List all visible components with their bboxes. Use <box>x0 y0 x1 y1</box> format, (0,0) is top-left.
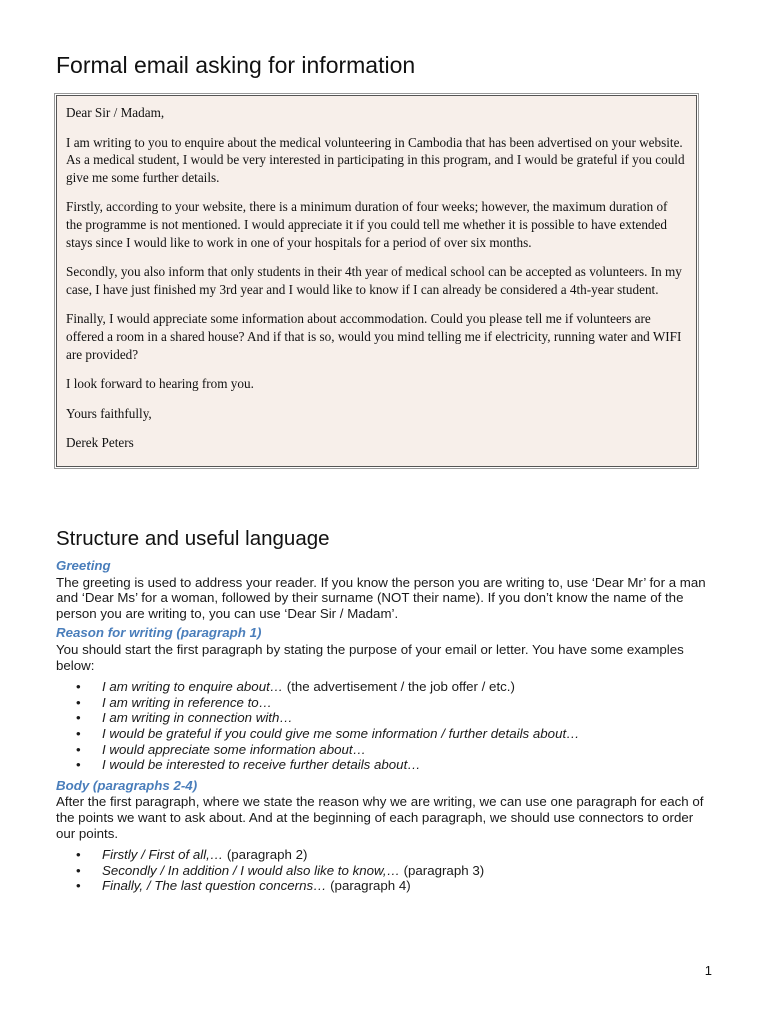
letter-paragraph-1: I am writing to you to enquire about the medical volunteering in Cambodia that has been advertised on your website. As a medical student, I would be very interested in participating in this program, and I would be grateful if you could give me some further details. <box>66 134 685 185</box>
bullet-icon: • <box>76 757 81 773</box>
page-title: Formal email asking for information <box>56 52 416 78</box>
section-title: Structure and useful language <box>56 527 330 550</box>
letter-greeting: Dear Sir / Madam, <box>66 105 165 120</box>
structure-content <box>56 556 716 899</box>
reason-examples-list <box>56 679 716 773</box>
reason-text: You should start the first paragraph by stating the purpose of your email or letter. You have some examples below: <box>56 641 684 673</box>
letter-paragraph-2: Firstly, according to your website, there is a minimum duration of four weeks; however, the maximum duration of the programme is not mentioned. I would appreciate it if you could tell me whether it is possible to have extended stays since I would like to work in one of your hospitals for a period of over six months. <box>66 199 668 250</box>
letter-paragraph-4: Finally, I would appreciate some information about accommodation. Could you please tell me if volunteers are offered a room in a shared house? And if that is so, would you mind telling me if electricity, running water and WIFI are provided? <box>66 311 682 362</box>
bullet-icon: • <box>76 862 81 878</box>
list-item: • I would be interested to receive further details about… <box>76 757 421 773</box>
list-item: • I am writing in reference to… <box>76 694 272 710</box>
bullet-icon: • <box>76 878 81 894</box>
letter-sign-off-line: I look forward to hearing from you. <box>66 376 254 392</box>
greeting-text: The greeting is used to address your reader. If you know the person you are writing to, use ‘Dear Mr’ for a man and ‘Dear Ms’ for a woman, followed by their surname (NOT their name). If you don’t know the name of the person you are writing to, you can use ‘Dear Sir / Madam’. <box>56 574 706 621</box>
bullet-icon: • <box>76 741 81 757</box>
body-connectors-list <box>56 847 716 894</box>
greeting-heading: Greeting <box>56 558 111 573</box>
bullet-icon: • <box>76 710 81 726</box>
bullet-icon: • <box>76 679 81 695</box>
reason-heading: Reason for writing (paragraph 1) <box>56 625 262 641</box>
letter-signature: Derek Peters <box>66 435 134 451</box>
list-item: • I would appreciate some information about… <box>76 741 366 757</box>
sample-letter-box <box>56 95 697 467</box>
list-item: • Secondly / In addition / I would also like to know,… (paragraph 3) <box>76 862 485 878</box>
letter-closing: Yours faithfully, <box>66 405 152 421</box>
list-item: • Firstly / First of all,… (paragraph 2) <box>76 847 308 863</box>
list-item: • I am writing to enquire about… (the advertisement / the job offer / etc.) <box>76 679 515 695</box>
bullet-icon: • <box>76 847 81 863</box>
page-number: 1 <box>704 963 712 978</box>
body-text: After the first paragraph, where we state the reason why we are writing, we can use one paragraph for each of the points we want to ask about. And at the beginning of each paragraph, we should use connectors to order our points. <box>56 794 704 841</box>
letter-paragraph-3: Secondly, you also inform that only students in their 4th year of medical school can be accepted as volunteers. In my case, I have just finished my 3rd year and I would like to know if I can already be considered a 4th-year student. <box>66 264 682 297</box>
body-heading: Body (paragraphs 2-4) <box>56 777 198 793</box>
list-item: • I am writing in connection with… <box>76 710 293 726</box>
list-item: • Finally, / The last question concerns… (paragraph 4) <box>76 878 411 894</box>
bullet-icon: • <box>76 694 81 710</box>
list-item: • I would be grateful if you could give me some information / further details about… <box>76 725 580 741</box>
bullet-icon: • <box>76 725 81 741</box>
